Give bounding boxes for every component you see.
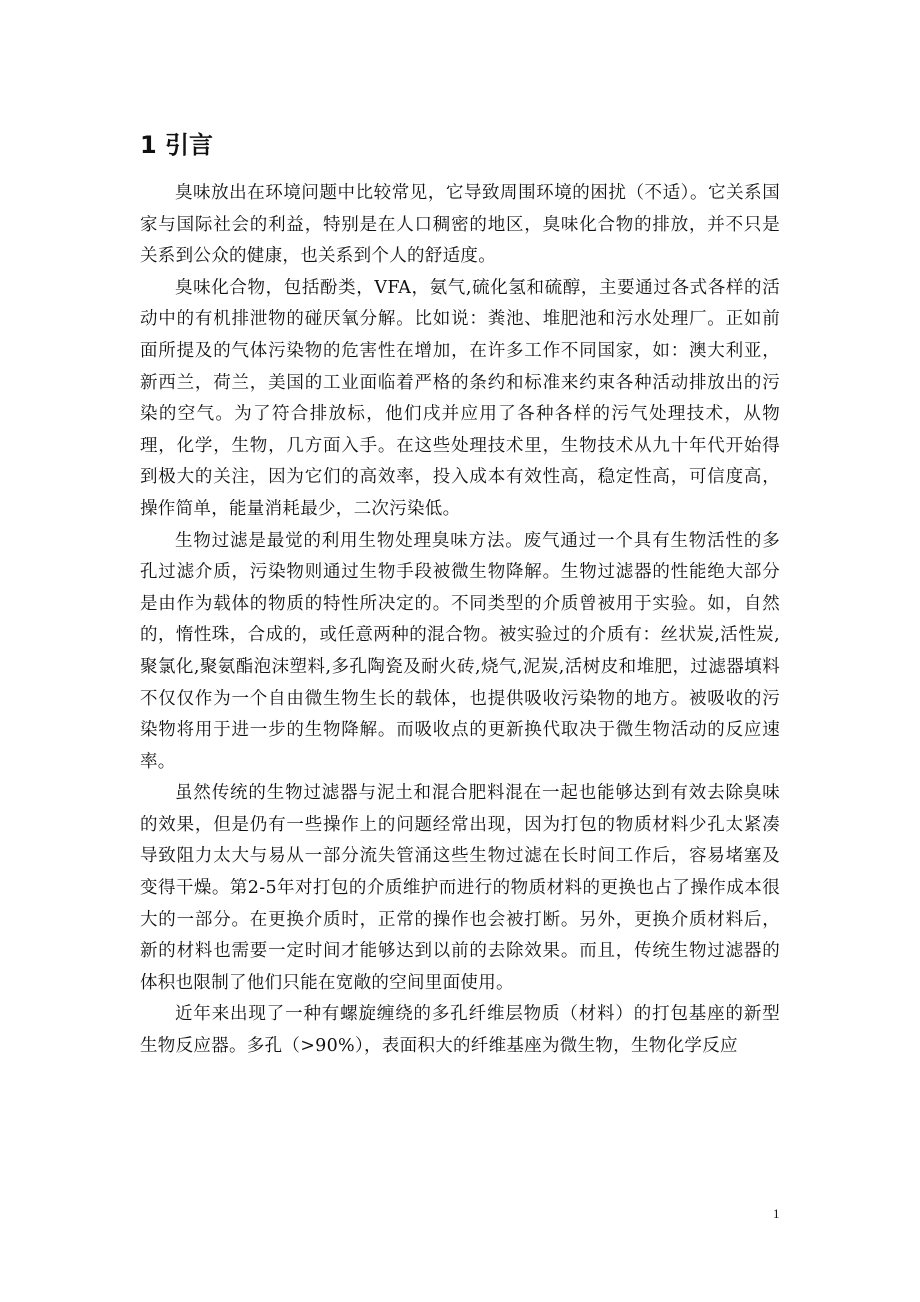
paragraph-biofiltration: 生物过滤是最觉的利用生物处理臭味方法。废气通过一个具有生物活性的多孔过滤介质，污染物则通过生物手段被微生物降解。生物过滤器的性能绝大部分是由作为载体的物质的特性所决定的。不同类型的介质曾被用于实验。如，自然的，惰性珠，合成的，或任意两种的混合物。被实验过的介质有：丝状炭,活性炭,聚氯化,聚氨酯泡沫塑料,多孔陶瓷及耐火砖,烧气,泥炭,活树皮和堆肥，过滤器填料不仅仅作为一个自由微生物生长的载体，也提供吸收污染物的地方。被吸收的污染物将用于进一步的生物降解。而吸收点的更新换代取决于微生物活动的反应速率。 bbox=[140, 530, 780, 772]
paragraph-new-bioreactor: 近年来出现了一种有螺旋缠绕的多孔纤维层物质（材料）的打包基座的新型生物反应器。多孔（>90%），表面积大的纤维基座为微生物，生物化学反应 bbox=[140, 1004, 780, 1057]
paragraph-intro: 臭味放出在环境问题中比较常见，它导致周围环境的困扰（不适）。它关系国家与国际社会的利益，特别是在人口稠密的地区，臭味化合物的排放，并不只是关系到公众的健康，也关系到个人的舒适度。 bbox=[140, 183, 780, 267]
paragraph-traditional-biofilter: 虽然传统的生物过滤器与泥土和混合肥料混在一起也能够达到有效去除臭味的效果，但是仍有一些操作上的问题经常出现，因为打包的物质材料少孔太紧凑导致阻力太大与易从一部分流失管涌这些生物过滤在长时间工作后，容易堵塞及变得干燥。第2-5年对打包的介质维护而进行的物质材料的更换也占了操作成本很大的一部分。在更换介质时，正常的操作也会被打断。另外，更换介质材料后，新的材料也需要一定时间才能够达到以前的去除效果。而且，传统生物过滤器的体积也限制了他们只能在宽敞的空间里面使用。 bbox=[140, 783, 780, 993]
paragraph-odor-compounds: 臭味化合物，包括酚类，VFA，氨气,硫化氢和硫醇，主要通过各式各样的活动中的有机排泄物的碰厌氧分解。比如说：粪池、堆肥池和污水处理厂。正如前面所提及的气体污染物的危害性在增加，在许多工作不同国家，如：澳大利亚，新西兰，荷兰，美国的工业面临着严格的条约和标准来约束各种活动排放出的污染的空气。为了符合排放标，他们戌并应用了各种各样的污气处理技术，从物理，化学，生物，几方面入手。在这些处理技术里，生物技术从九十年代开始得到极大的关注，因为它们的高效率，投入成本有效性高，稳定性高，可信度高，操作简单，能量消耗最少，二次污染低。 bbox=[140, 277, 780, 519]
section-heading: 1 引言 bbox=[140, 131, 214, 159]
page-number: 1 bbox=[773, 1206, 780, 1221]
body-text bbox=[140, 178, 780, 1063]
